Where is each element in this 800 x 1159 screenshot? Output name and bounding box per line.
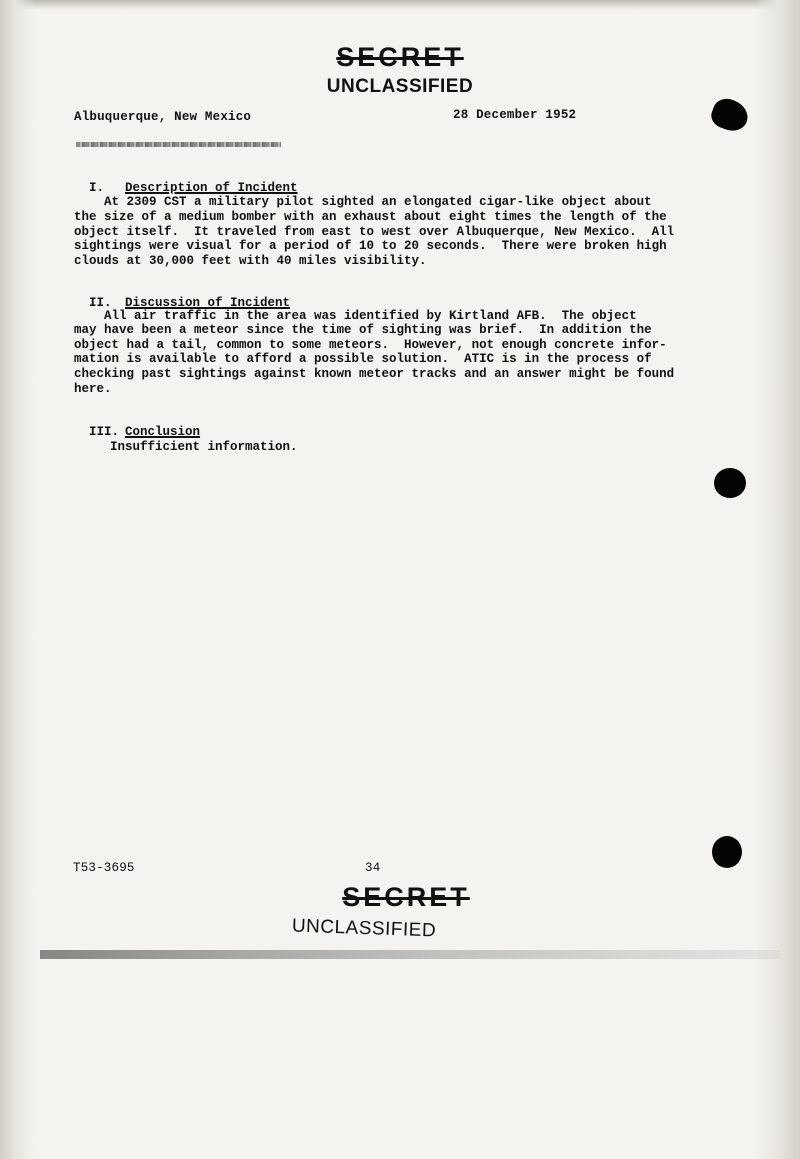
classification-unclassified-bottom: UNCLASSIFIED [291,915,437,942]
document-number: T53-3695 [73,861,135,875]
classification-secret-bottom: SECRET [342,882,470,912]
redaction-smudge [76,142,281,147]
section-number: III. [89,425,120,439]
paragraph-line: may have been a meteor since the time of sighting was brief. In addition the [74,323,652,337]
punch-hole [714,468,746,498]
section-number: I. [89,181,105,195]
header-date: 28 December 1952 [453,108,577,122]
section-title: Conclusion [125,425,201,439]
section-heading-discussion [74,282,290,310]
paragraph-line: At 2309 CST a military pilot sighted an elongated cigar-like object about [74,195,652,209]
classification-secret-top: SECRET [336,42,464,72]
classification-unclassified-top: UNCLASSIFIED [326,76,474,97]
paragraph-line: sightings were visual for a period of 10 to 20 seconds. There were broken high [74,239,667,253]
section-heading-conclusion [74,411,200,439]
paragraph-line: object itself. It traveled from east to west over Albuquerque, New Mexico. All [74,225,675,239]
paragraph-line: the size of a medium bomber with an exhaust about eight times the length of the [74,210,667,224]
page-edge-top [0,0,800,10]
scan-artifact-rule [40,950,780,959]
header-location: Albuquerque, New Mexico [74,110,252,124]
paragraph-line: mation is available to afford a possible solution. ATIC is in the process of [74,352,652,366]
section-number: II. [89,296,112,310]
punch-hole [708,95,752,136]
paragraph-line: All air traffic in the area was identified by Kirtland AFB. The object [74,309,637,323]
paragraph-line: object had a tail, common to some meteors. However, not enough concrete infor- [74,338,667,352]
paragraph-line: clouds at 30,000 feet with 40 miles visibility. [74,254,427,268]
paragraph-line: Insufficient information. [110,440,298,454]
section-title: Description of Incident [125,181,298,195]
paragraph-line: checking past sightings against known meteor tracks and an answer might be found [74,367,675,381]
paragraph-line: here. [74,382,112,396]
page-number: 34 [365,861,381,875]
punch-hole [712,836,742,868]
page-edge-left [0,0,34,1159]
page-edge-right [754,0,800,1159]
section-title: Discussion of Incident [125,296,291,310]
section-heading-description [74,167,298,195]
